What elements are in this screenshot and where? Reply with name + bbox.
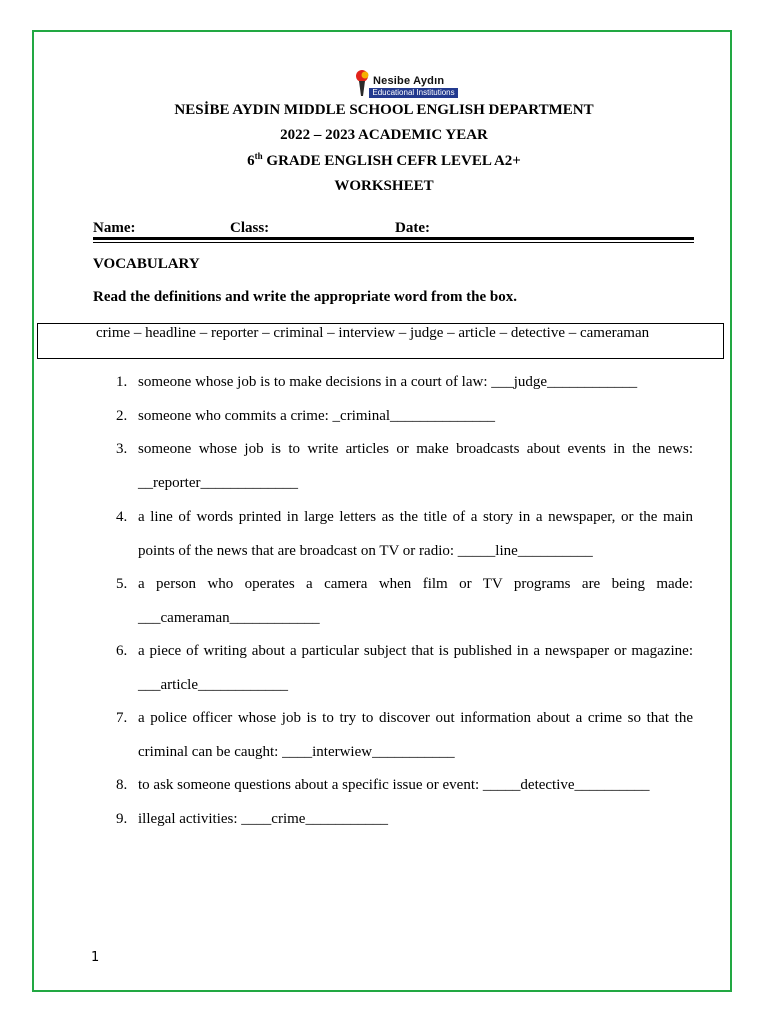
word-box <box>37 323 724 359</box>
double-rule-thin <box>93 242 694 243</box>
question-number: 1. <box>116 374 128 390</box>
question-text: someone whose job is to write articles or make broadcasts about events in the news: <box>138 441 693 457</box>
department-heading: NESİBE AYDIN MIDDLE SCHOOL ENGLISH DEPARTMENT <box>174 102 594 118</box>
question-answer-line: __reporter_____________ <box>138 475 298 491</box>
grade-rest: GRADE ENGLISH CEFR LEVEL A2+ <box>262 153 521 169</box>
class-label: Class: <box>230 220 270 236</box>
question-answer-line: points of the news that are broadcast on TV or radio: _____line__________ <box>138 543 593 559</box>
question-text: a line of words printed in large letters as the title of a story in a newspaper, or the main <box>138 509 693 525</box>
double-rule-thick <box>93 237 694 240</box>
question-answer-line: ___cameraman____________ <box>138 610 320 626</box>
question-answer-line: ___article____________ <box>138 677 288 693</box>
question-number: 8. <box>116 777 128 793</box>
grade-number: 6 <box>247 153 255 169</box>
question-number: 7. <box>116 710 128 726</box>
word-box-list: crime – headline – reporter – criminal – interview – judge – article – detective – cameraman <box>96 325 650 341</box>
logo-brand-text: Nesibe Aydın <box>373 75 445 87</box>
question-text: to ask someone questions about a specific issue or event: _____detective__________ <box>138 777 650 793</box>
question-answer-line: criminal can be caught: ____interwiew___________ <box>138 744 455 760</box>
date-label: Date: <box>395 220 430 236</box>
section-heading: VOCABULARY <box>93 256 200 272</box>
instruction-text: Read the definitions and write the appropriate word from the box. <box>93 289 518 305</box>
question-number: 2. <box>116 408 128 424</box>
worksheet-title: WORKSHEET <box>334 178 434 194</box>
question-number: 3. <box>116 441 128 457</box>
name-label: Name: <box>93 220 136 236</box>
question-number: 6. <box>116 643 128 659</box>
question-text: illegal activities: ____crime___________ <box>138 811 388 827</box>
question-text: someone whose job is to make decisions in a court of law: ___judge____________ <box>138 374 638 390</box>
question-text: a piece of writing about a particular subject that is published in a newspaper or magazine: <box>138 643 693 659</box>
logo-tagline: Educational Institutions <box>369 88 458 98</box>
question-number: 9. <box>116 811 128 827</box>
grade-heading <box>0 151 768 170</box>
question-text: someone who commits a crime: _criminal______________ <box>138 408 496 424</box>
school-logo <box>353 69 459 99</box>
question-text: a police officer whose job is to try to discover out information about a crime so that the <box>138 710 693 726</box>
question-number: 4. <box>116 509 128 525</box>
question-number: 5. <box>116 576 128 592</box>
question-text: a person who operates a camera when film or TV programs are being made: <box>138 576 693 592</box>
academic-year-heading: 2022 – 2023 ACADEMIC YEAR <box>280 127 488 143</box>
grade-suffix: th <box>254 151 263 161</box>
page-number: 1 <box>91 950 100 965</box>
